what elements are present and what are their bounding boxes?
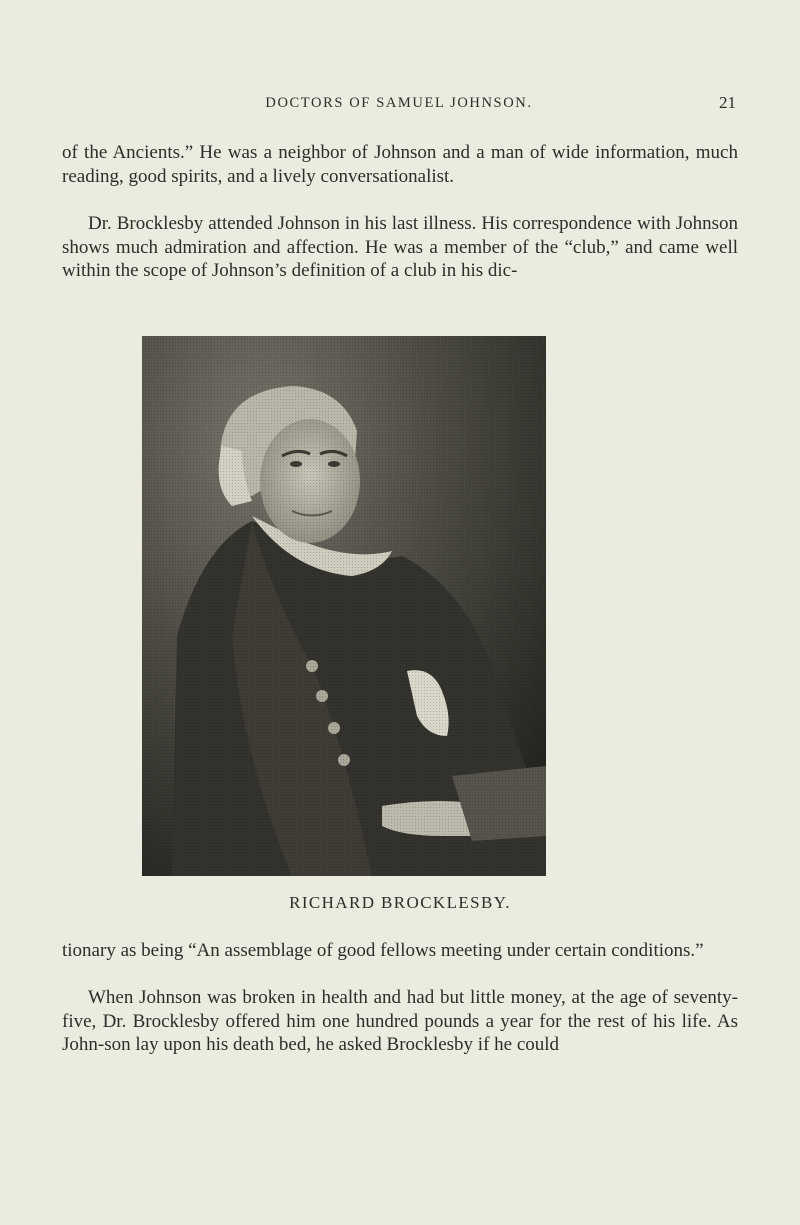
plate-caption: RICHARD BROCKLESBY. (289, 893, 511, 912)
paragraph-brocklesby-attended: Dr. Brocklesby attended Johnson in his last illness. His correspondence with Johnson shows much admiration and affection. He was a member of the “club,” and came well within the scope of Johnson’s definition of a club in his dic- (62, 213, 738, 282)
paragraph-when-johnson: When Johnson was broken in health and had but little money, at the age of seventy-five, Dr. Brocklesby offered him one hundred pounds a year for the rest of his life. As John-son lay upon his death bed, he asked Brocklesby if he could (62, 987, 738, 1056)
running-head: DOCTORS OF SAMUEL JOHNSON. (265, 95, 533, 111)
page-header (62, 93, 736, 117)
paragraph-tionary: tionary as being “An assemblage of good fellows meeting under certain conditions.” (62, 940, 704, 961)
portrait-plate (142, 336, 546, 876)
paragraph-continuation: of the Ancients.” He was a neighbor of Johnson and a man of wide information, much reading, good spirits, and a lively conversationalist. (62, 142, 738, 187)
page-number: 21 (719, 93, 736, 112)
portrait-engraving-image (142, 336, 546, 876)
